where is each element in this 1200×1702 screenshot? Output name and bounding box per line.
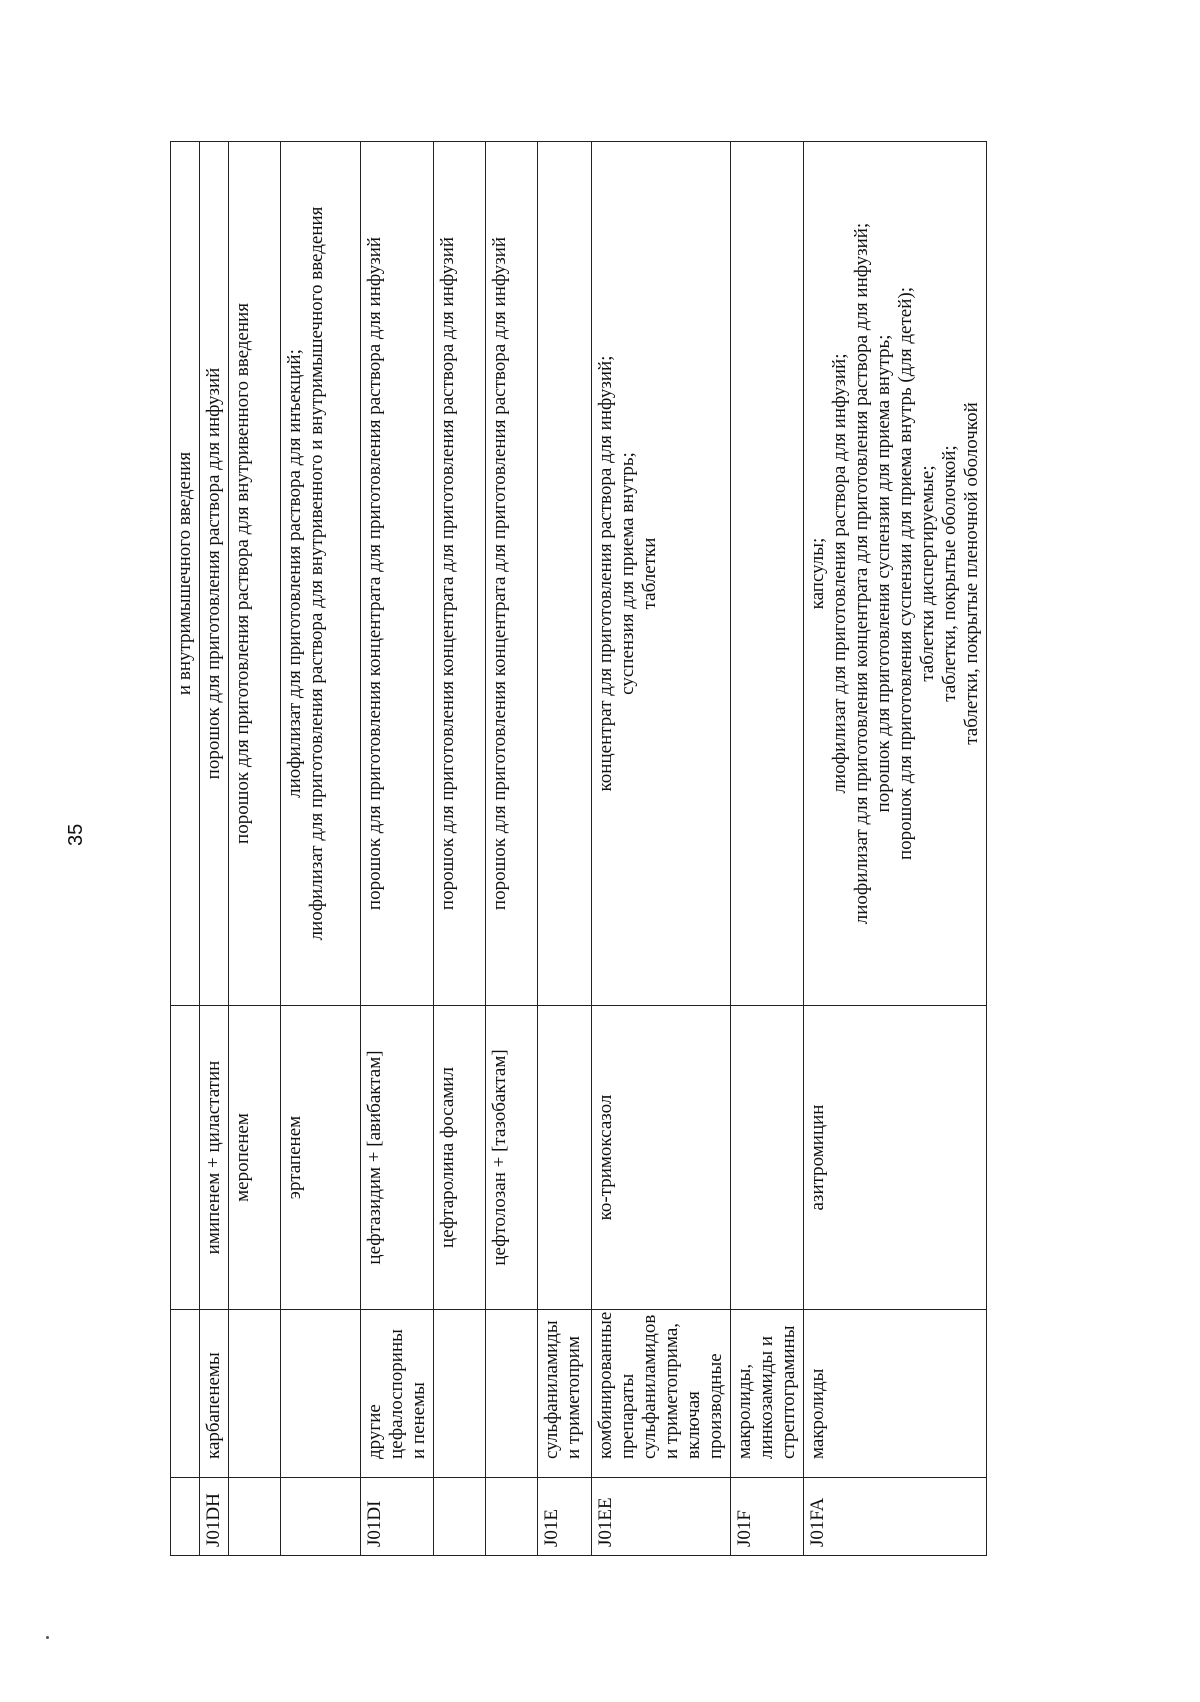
atc-code-cell: J01DH xyxy=(200,1478,229,1556)
drug-name-cell: цефтаролина фосамил xyxy=(434,1006,486,1310)
table-row xyxy=(434,142,486,1556)
drug-table-rotated xyxy=(170,142,1180,1556)
dosage-form-line: порошок для приготовления концентрата для приготовления раствора для инфузий xyxy=(437,236,458,911)
drug-name-cell: имипенем + циластатин xyxy=(200,1006,229,1310)
dosage-form-line: таблетки диспергируемые; xyxy=(917,465,938,682)
drug-name-cell: меропенем xyxy=(229,1006,281,1310)
table-row xyxy=(281,142,361,1556)
dosage-forms-cell xyxy=(731,142,804,1006)
table-row xyxy=(229,142,281,1556)
dosage-form-line: порошок для приготовления концентрата для приготовления раствора для инфузий xyxy=(364,236,385,911)
drug-name-cell: эртапенем xyxy=(281,1006,361,1310)
dosage-form-line: порошок для приготовления раствора для внутривенного введения xyxy=(232,303,253,844)
drug-name-cell xyxy=(171,1006,200,1310)
atc-code-cell xyxy=(486,1478,538,1556)
dosage-form-line: таблетки, покрытые оболочкой; xyxy=(939,445,960,702)
dosage-forms-cell xyxy=(592,142,731,1006)
atc-group-cell xyxy=(229,1310,281,1478)
drug-name-cell: цефтолозан + [тазобактам] xyxy=(486,1006,538,1310)
dosage-forms-cell xyxy=(486,142,538,1006)
dosage-form-line: и внутримышечного введения xyxy=(174,451,195,696)
table-row xyxy=(804,142,987,1556)
atc-code-cell xyxy=(229,1478,281,1556)
atc-group-cell xyxy=(486,1310,538,1478)
atc-code-cell: J01EE xyxy=(592,1478,731,1556)
atc-group-cell: карбапенемы xyxy=(200,1310,229,1478)
dosage-form-line: порошок для приготовления суспензии для приема внутрь (для детей); xyxy=(895,287,916,860)
table-row xyxy=(200,142,229,1556)
table-row xyxy=(731,142,804,1556)
atc-code-cell: J01F xyxy=(731,1478,804,1556)
dosage-forms-cell xyxy=(538,142,592,1006)
drug-name-cell xyxy=(538,1006,592,1310)
dosage-form-line: лиофилизат для приготовления раствора для внутривенного и внутримышечного введения xyxy=(306,206,327,941)
atc-group-cell: макролиды xyxy=(804,1310,987,1478)
table-row xyxy=(361,142,434,1556)
table-body xyxy=(171,142,987,1556)
dosage-form-line: лиофилизат для приготовления раствора для инъекций; xyxy=(284,349,305,798)
dosage-form-line: суспензия для приема внутрь; xyxy=(617,452,638,695)
atc-group-cell: другие цефалоспорины и пенемы xyxy=(361,1310,434,1478)
scan-speck xyxy=(46,1636,49,1639)
atc-group-cell xyxy=(171,1310,200,1478)
dosage-form-line: порошок для приготовления концентрата для приготовления раствора для инфузий xyxy=(489,236,510,911)
table-row xyxy=(538,142,592,1556)
dosage-form-line: капсулы; xyxy=(807,537,828,610)
drug-name-cell: цефтазидим + [авибактам] xyxy=(361,1006,434,1310)
atc-code-cell xyxy=(434,1478,486,1556)
dosage-forms-cell xyxy=(804,142,987,1006)
table-row xyxy=(171,142,200,1556)
atc-code-cell: J01FA xyxy=(804,1478,987,1556)
dosage-forms-cell xyxy=(171,142,200,1006)
dosage-form-line: лиофилизат для приготовления концентрата для приготовления раствора для инфузий; xyxy=(851,222,872,925)
dosage-forms-cell xyxy=(281,142,361,1006)
table-row xyxy=(592,142,731,1556)
dosage-form-line: концентрат для приготовления раствора для инфузий; xyxy=(595,355,616,792)
drug-name-cell: ко-тримоксазол xyxy=(592,1006,731,1310)
atc-code-cell: J01DI xyxy=(361,1478,434,1556)
dosage-form-line: таблетки xyxy=(639,537,660,610)
dosage-form-line: лиофилизат для приготовления раствора для инфузий; xyxy=(829,353,850,794)
page-number: 35 xyxy=(65,823,87,846)
drug-name-cell xyxy=(731,1006,804,1310)
dosage-form-line: таблетки, покрытые пленочной оболочкой xyxy=(961,402,982,745)
atc-code-cell xyxy=(281,1478,361,1556)
atc-group-cell: сульфаниламиды и триметоприм xyxy=(538,1310,592,1478)
dosage-form-line: порошок для приготовления суспензии для приема внутрь; xyxy=(873,334,894,813)
drug-name-cell: азитромицин xyxy=(804,1006,987,1310)
dosage-forms-cell xyxy=(434,142,486,1006)
drug-table xyxy=(170,141,987,1556)
atc-code-cell xyxy=(171,1478,200,1556)
dosage-forms-cell xyxy=(361,142,434,1006)
table-row xyxy=(486,142,538,1556)
atc-group-cell xyxy=(281,1310,361,1478)
dosage-forms-cell xyxy=(229,142,281,1006)
atc-group-cell xyxy=(434,1310,486,1478)
atc-group-cell: макролиды, линкозамиды и стрептограмины xyxy=(731,1310,804,1478)
dosage-forms-cell xyxy=(200,142,229,1006)
dosage-form-line: порошок для приготовления раствора для инфузий xyxy=(203,367,224,780)
atc-code-cell: J01E xyxy=(538,1478,592,1556)
atc-group-cell: комбинированные препараты сульфаниламидов и триметоприма, включая производные xyxy=(592,1310,731,1478)
